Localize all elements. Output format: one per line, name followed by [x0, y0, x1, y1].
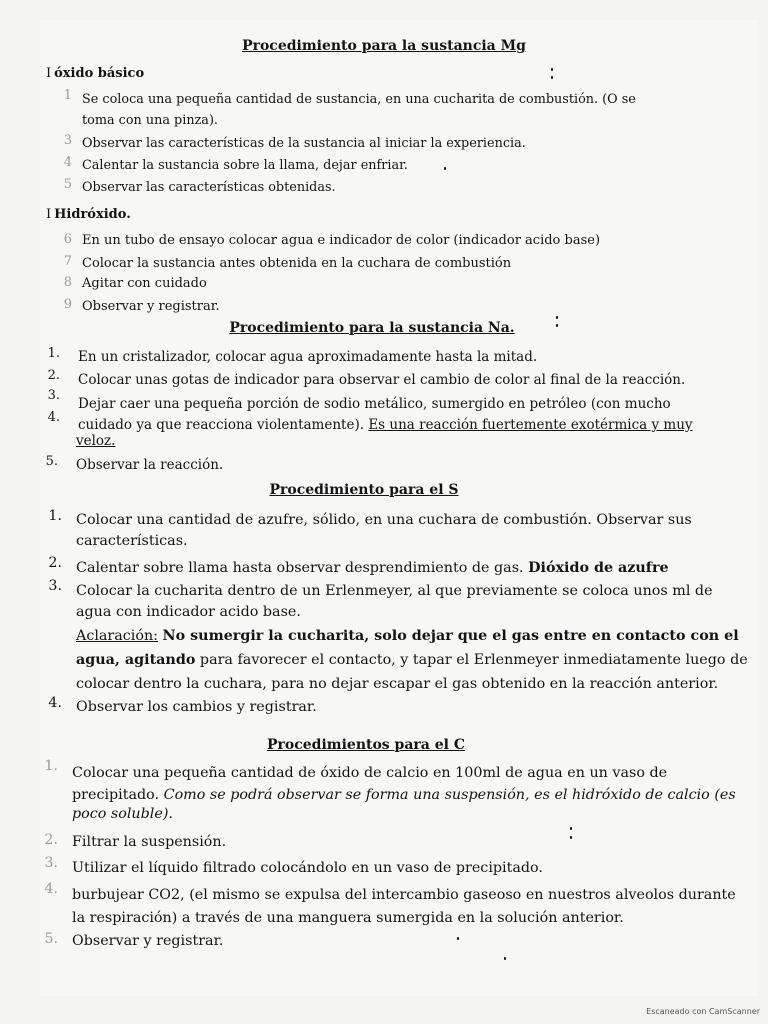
na-step-number: 4.: [47, 410, 60, 425]
mg-step-number: 9: [63, 297, 72, 312]
hydroxide-heading: I Hidróxido.: [46, 207, 131, 222]
scan-speck: [551, 68, 553, 71]
basic-oxide-heading: I óxido básico: [46, 66, 145, 81]
mg-step-number: 8: [63, 275, 72, 290]
sulfur-dioxide-label: Dióxido de azufre: [528, 560, 669, 576]
na-step-text: Colocar unas gotas de indicador para observar el cambio de color al final de la reacción.: [78, 372, 686, 388]
exothermic-note: Es una reacción fuertemente exotérmica y muy: [368, 417, 693, 433]
scan-speck: [457, 937, 459, 940]
c-step-text: Filtrar la suspensión.: [72, 834, 227, 850]
mg-step-number: 3: [63, 133, 72, 148]
s-title: Procedimiento para el S: [269, 482, 459, 498]
exothermic-note-end: veloz.: [76, 433, 116, 449]
mg-step-line: Colocar la sustancia antes obtenida en la cuchara de combustión: [82, 256, 512, 271]
c-step-text: precipitado. Como se podrá observar se forma una suspensión, es el hidróxido de calcio (es: [72, 787, 736, 803]
c-step-number: 4.: [44, 881, 58, 897]
na-step-number: 5.: [45, 454, 58, 469]
na-step-number: 2.: [47, 368, 60, 383]
s-step-text: características.: [76, 533, 188, 549]
mg-step-line: Observar las características de la sustancia al iniciar la experiencia.: [82, 136, 526, 151]
c-step-number: 2.: [44, 832, 58, 848]
c-step-text: poco soluble).: [72, 806, 173, 822]
na-step-text: cuidado ya que reacciona violentamente). Es una reacción fuertemente exotérmica y muy: [78, 417, 693, 433]
scan-speck: [570, 827, 572, 830]
scan-speck: [570, 836, 572, 839]
c-step-text: la respiración) a través de una manguera sumergida en la solución anterior.: [72, 910, 624, 926]
scan-speck: [444, 167, 446, 170]
na-step-text: En un cristalizador, colocar agua aproximadamente hasta la mitad.: [78, 349, 538, 365]
c-step-text: Utilizar el líquido filtrado colocándolo en un vaso de precipitado.: [72, 860, 543, 876]
mg-step-line: Observar y registrar.: [82, 299, 220, 314]
mg-step-number: 6: [63, 232, 72, 247]
c-title: Procedimientos para el C: [267, 737, 465, 753]
c-step-number: 1.: [44, 758, 58, 774]
s-step-number: 2.: [48, 555, 62, 571]
scan-speck: [556, 316, 558, 319]
scan-speck: [556, 324, 558, 327]
mg-step-line: Se coloca una pequeña cantidad de sustancia, en una cucharita de combustión. (O se: [82, 92, 636, 107]
s-step-text: Observar los cambios y registrar.: [76, 699, 317, 715]
na-step-number: 1.: [47, 346, 60, 361]
s-step-text: agua con indicador acido base.: [76, 604, 301, 620]
mg-step-line: Calentar la sustancia sobre la llama, dejar enfriar.: [82, 158, 408, 173]
s-step-text: Colocar una cantidad de azufre, sólido, en una cuchara de combustión. Observar sus: [76, 512, 692, 528]
c-step-number: 3.: [44, 855, 58, 871]
na-step-number: 3.: [47, 388, 60, 403]
na-step-text: Dejar caer una pequeña porción de sodio metálico, sumergido en petróleo (con mucho: [78, 396, 671, 412]
s-step-number: 4.: [48, 695, 62, 711]
na-title: Procedimiento para la sustancia Na.: [229, 320, 515, 336]
s-step-number: 1.: [48, 508, 62, 524]
mg-step-line: Agitar con cuidado: [82, 276, 207, 291]
c-step-text: Colocar una pequeña cantidad de óxido de calcio en 100ml de agua en un vaso de: [72, 765, 668, 781]
s-note-line: agua, agitando para favorecer el contacto, y tapar el Erlenmeyer inmediatamente luego de: [76, 652, 748, 668]
mg-step-line: En un tubo de ensayo colocar agua e indicador de color (indicador acido base): [82, 233, 601, 248]
c-step-text: burbujear CO2, (el mismo se expulsa del intercambio gaseoso en nuestros alveolos durante: [72, 887, 736, 903]
mg-step-line: Observar las características obtenidas.: [82, 180, 336, 195]
note-label: Aclaración:: [76, 628, 158, 644]
mg-step-number: 5: [63, 177, 72, 192]
mg-step-number: 1: [63, 88, 72, 103]
s-step-number: 3.: [48, 578, 62, 594]
scan-speck: [504, 957, 506, 960]
c-step-text: Observar y registrar.: [72, 933, 224, 949]
c-step-number: 5.: [44, 931, 58, 947]
mg-step-number: 7: [63, 254, 72, 269]
s-note-line: colocar dentro la cuchara, para no dejar escapar el gas obtenido en la reacción anterior.: [76, 676, 719, 692]
s-note-line: Aclaración: No sumergir la cucharita, solo dejar que el gas entre en contacto con el: [76, 628, 739, 644]
na-step-text: Observar la reacción.: [76, 457, 224, 473]
scanner-watermark: Escaneado con CamScanner: [646, 1007, 760, 1016]
mg-title: Procedimiento para la sustancia Mg: [242, 38, 526, 54]
mg-step-number: 4: [63, 155, 72, 170]
s-step-text: Calentar sobre llama hasta observar desprendimiento de gas. Dióxido de azufre: [76, 560, 669, 576]
mg-step-line: toma con una pinza).: [82, 113, 218, 128]
s-step-text: Colocar la cucharita dentro de un Erlenmeyer, al que previamente se coloca unos ml de: [76, 583, 713, 599]
scan-speck: [551, 76, 553, 79]
